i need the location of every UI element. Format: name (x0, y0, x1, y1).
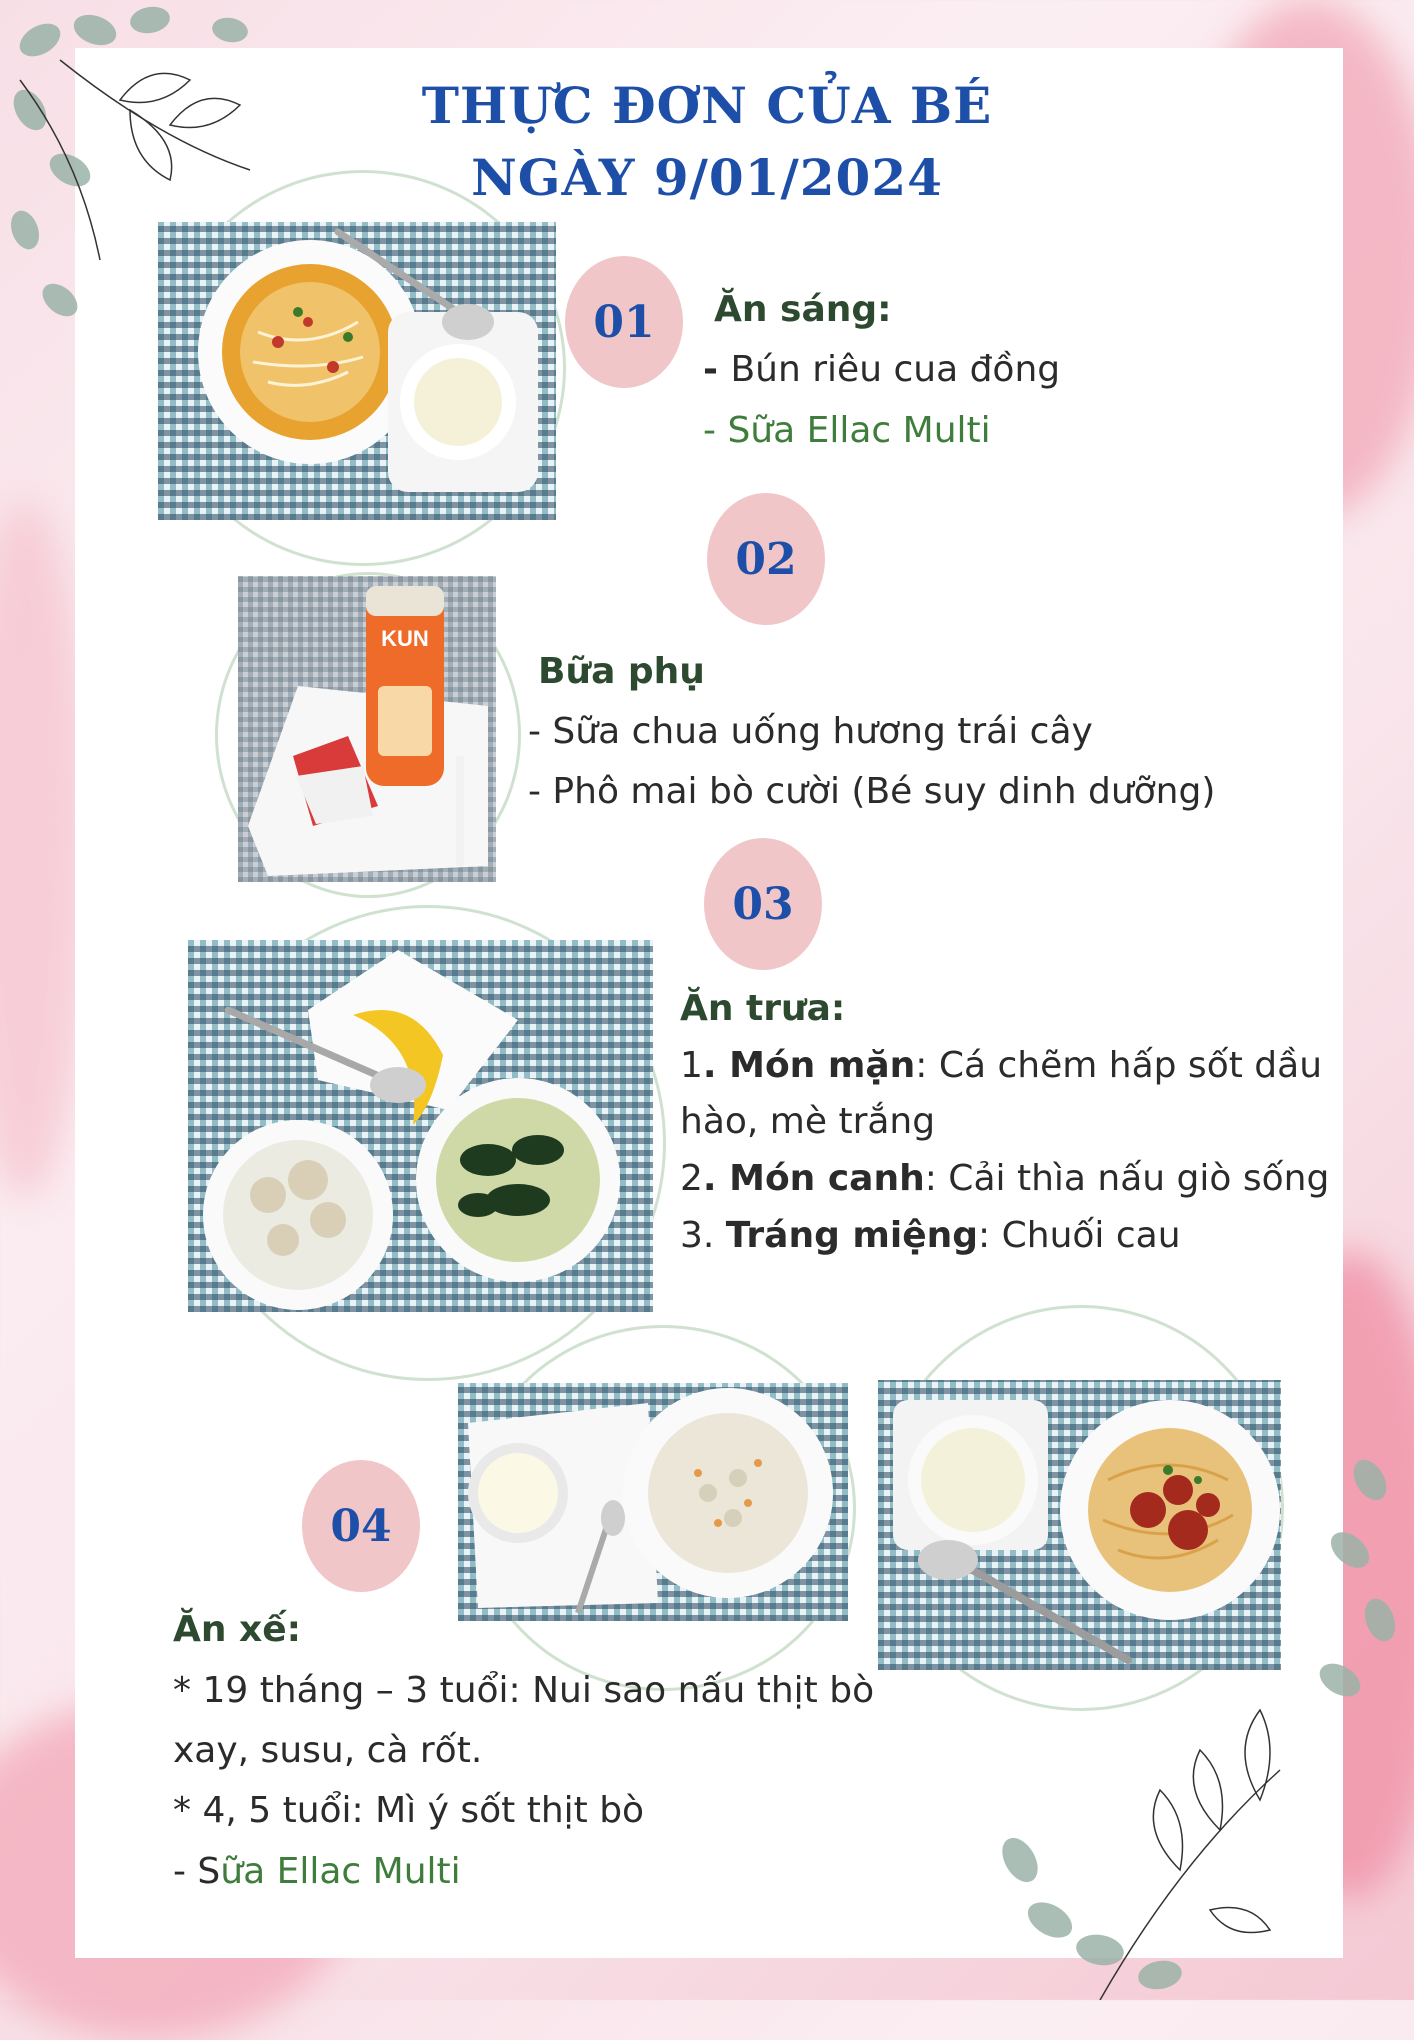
item-prefix: - (703, 410, 728, 451)
meal-item: * 19 tháng – 3 tuổi: Nui sao nấu thịt bò (173, 1670, 875, 1711)
item-label: . Món canh (702, 1158, 925, 1199)
item-number: 3. (680, 1215, 726, 1256)
meal-item (680, 1206, 1181, 1266)
meal-item (173, 1842, 461, 1902)
item-text: : Cải thìa nấu giò sống (924, 1158, 1330, 1199)
item-text: Sữa Ellac Multi (727, 410, 991, 451)
meal-heading: Ăn xế: (173, 1609, 302, 1650)
meal-item (703, 340, 1060, 400)
item-prefix: - S (173, 1851, 221, 1892)
meal-number-badge: 04 (302, 1460, 420, 1592)
meal-heading: Bữa phụ (538, 651, 705, 692)
item-text: ữa Ellac Multi (220, 1851, 461, 1892)
item-label: Tráng miệng (725, 1215, 979, 1256)
item-text: Bún riêu cua đồng (730, 349, 1061, 390)
page-title: THỰC ĐƠN CỦA BÉ (421, 76, 993, 135)
svg-text:KUN: KUN (381, 626, 429, 651)
lunch-photo (188, 940, 653, 1312)
item-number: 2 (680, 1158, 703, 1199)
meal-item (680, 1036, 1322, 1096)
meal-item: - Sữa chua uống hương trái cây (528, 711, 1093, 752)
afternoon-snack-photo-1 (458, 1383, 848, 1621)
page-date: NGÀY 9/01/2024 (471, 148, 943, 207)
snack-photo (238, 576, 496, 882)
item-number: 1 (680, 1045, 703, 1086)
item-text: : Cá chẽm hấp sốt dầu (915, 1045, 1323, 1086)
item-label: . Món mặn (702, 1045, 916, 1086)
meal-number-badge: 01 (565, 256, 683, 388)
meal-number-badge: 03 (704, 838, 822, 970)
meal-number-badge: 02 (707, 493, 825, 625)
item-text: : Chuối cau (978, 1215, 1181, 1256)
meal-item: - Phô mai bò cười (Bé suy dinh dưỡng) (528, 771, 1216, 812)
afternoon-snack-photo-2 (878, 1380, 1281, 1670)
meal-heading: Ăn trưa: (680, 988, 846, 1029)
meal-item-continuation: xay, susu, cà rốt. (173, 1730, 483, 1771)
breakfast-photo (158, 222, 556, 520)
meal-item-continuation: hào, mè trắng (680, 1101, 936, 1142)
meal-heading: Ăn sáng: (714, 289, 892, 330)
meal-item: * 4, 5 tuổi: Mì ý sốt thịt bò (173, 1790, 645, 1831)
meal-item (680, 1149, 1329, 1209)
item-prefix: - (703, 349, 731, 390)
meal-item (703, 401, 991, 461)
